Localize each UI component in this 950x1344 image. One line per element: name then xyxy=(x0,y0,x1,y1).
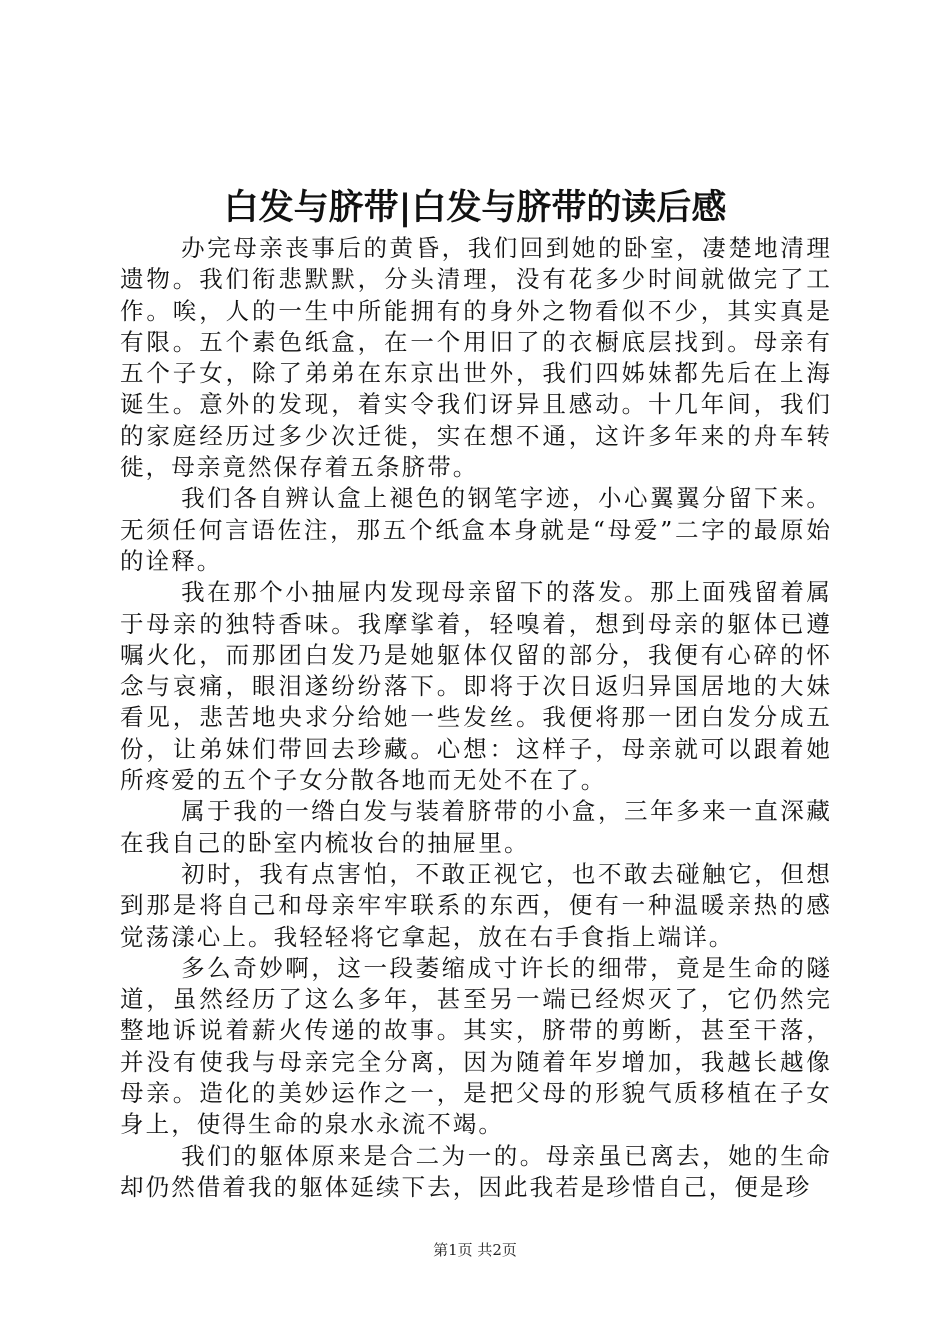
paragraph-1: 办完母亲丧事后的黄昏，我们回到她的卧室，凄楚地清理遗物。我们衔悲默默，分头清理，没有花多少时间就做完了工作。唉，人的一生中所能拥有的身外之物看似不少，其实真是有限。五个素色纸盒，在一个用旧了的衣橱底层找到。母亲有五个子女，除了弟弟在东京出世外，我们四姊妹都先后在上海诞生。意外的发现，着实令我们讶异且感动。十几年间，我们的家庭经历过多少次迁徙，实在想不通，这许多年来的舟车转徙，母亲竟然保存着五条脐带。 xyxy=(120,234,832,482)
paragraph-5: 初时，我有点害怕，不敢正视它，也不敢去碰触它，但想到那是将自己和母亲牢牢联系的东西，便有一种温暖亲热的感觉荡漾心上。我轻轻将它拿起，放在右手食指上端详。 xyxy=(120,859,832,951)
document-body xyxy=(120,233,832,1203)
paragraph-4: 属于我的一绺白发与装着脐带的小盒，三年多来一直深藏在我自己的卧室内梳妆台的抽屉里。 xyxy=(120,797,832,857)
paragraph-6: 多么奇妙啊，这一段萎缩成寸许长的细带，竟是生命的隧道，虽然经历了这么多年，甚至另一端已经烬灭了，它仍然完整地诉说着薪火传递的故事。其实，脐带的剪断，甚至干落，并没有使我与母亲完全分离，因为随着年岁增加，我越长越像母亲。造化的美妙运作之一，是把父母的形貌气质移植在子女身上，使得生命的泉水永流不竭。 xyxy=(120,953,832,1139)
paragraph-7: 我们的躯体原来是合二为一的。母亲虽已离去，她的生命却仍然借着我的躯体延续下去，因此我若是珍惜自己，便是珍 xyxy=(120,1141,832,1201)
paragraph-3: 我在那个小抽屉内发现母亲留下的落发。那上面残留着属于母亲的独特香味。我摩挲着，轻嗅着，想到母亲的躯体已遵嘱火化，而那团白发乃是她躯体仅留的部分，我便有心碎的怀念与哀痛，眼泪遂纷纷落下。即将于次日返归异国居地的大妹看见，悲苦地央求分给她一些发丝。我便将那一团白发分成五份，让弟妹们带回去珍藏。心想：这样子，母亲就可以跟着她所疼爱的五个子女分散各地而无处不在了。 xyxy=(120,578,832,795)
page-number-footer: 第1页 共2页 xyxy=(433,1241,517,1259)
document-title: 白发与脐带|白发与脐带的读后感 xyxy=(223,188,727,228)
paragraph-2: 我们各自辨认盒上褪色的钢笔字迹，小心翼翼分留下来。无须任何言语佐注，那五个纸盒本身就是“母爱”二字的最原始的诠释。 xyxy=(120,484,832,575)
